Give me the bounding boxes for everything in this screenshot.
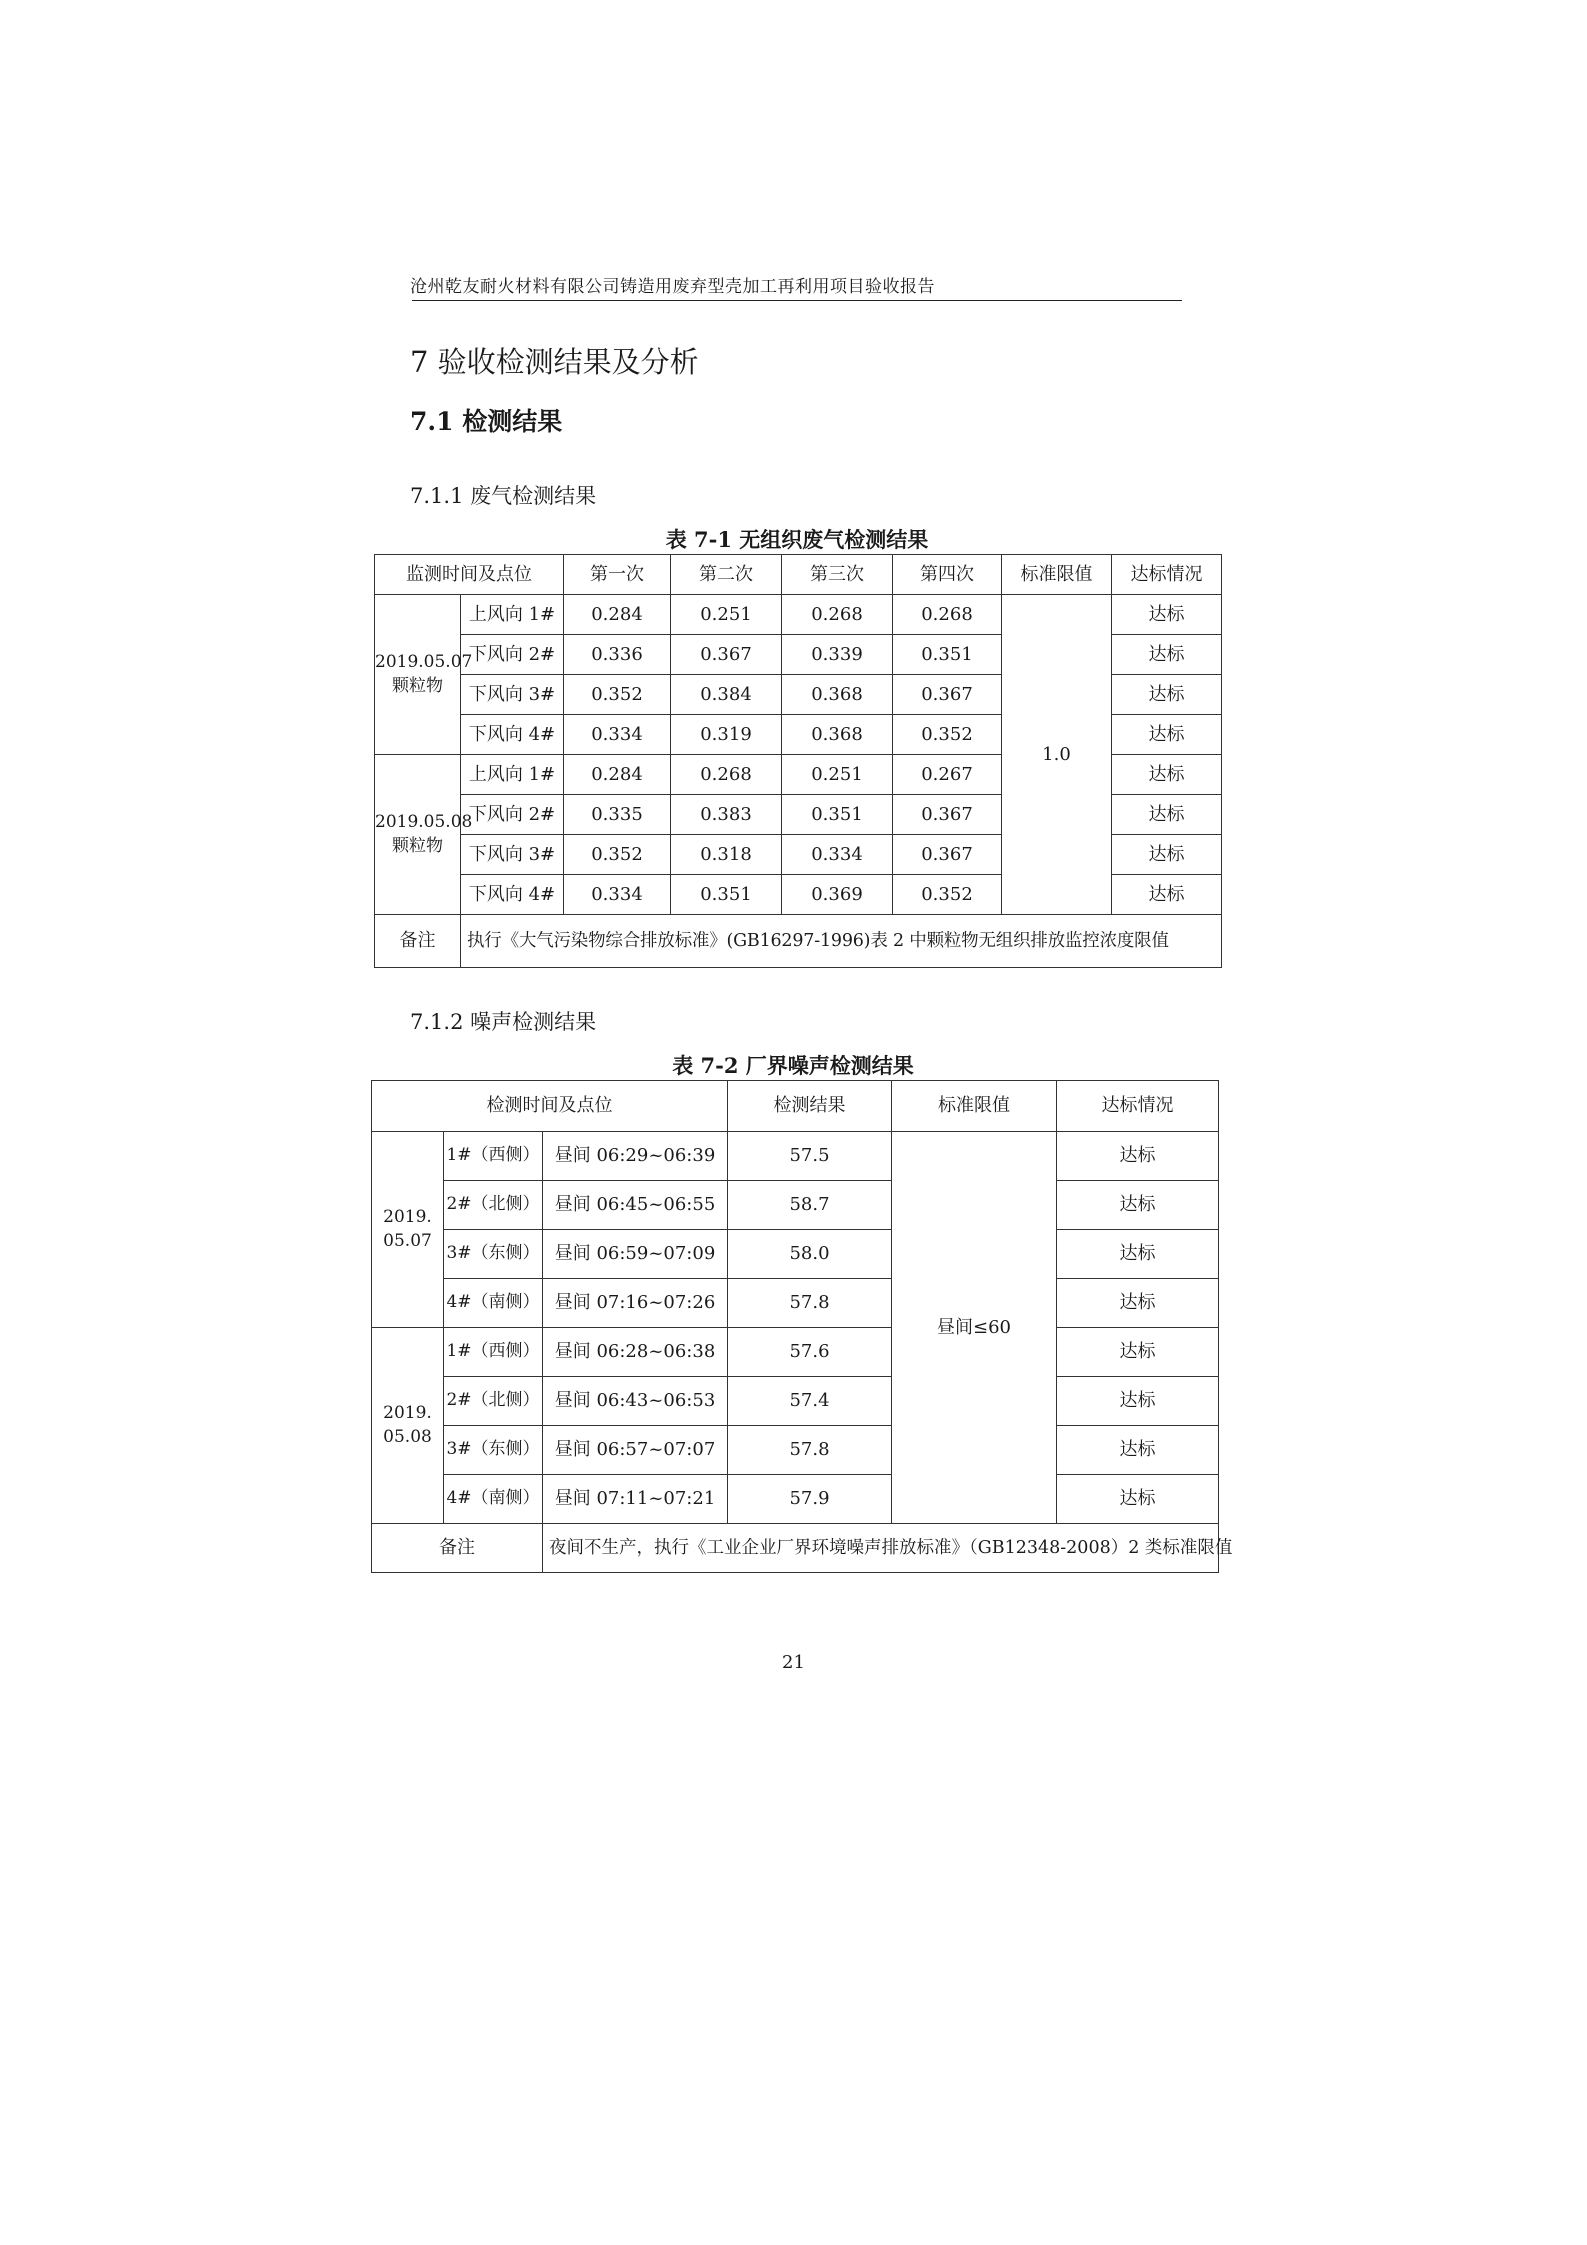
value-cell: 0.351 (893, 635, 1002, 675)
date-cell: 2019. 05.07 (372, 1132, 444, 1328)
result-cell: 57.8 (728, 1426, 892, 1475)
note-text: 夜间不生产，执行《工业企业厂界环境噪声排放标准》（GB12348-2008）2 类标准限值 (543, 1524, 1219, 1573)
point-cell: 下风向 2# (461, 795, 564, 835)
status-cell: 达标 (1057, 1377, 1219, 1426)
table-row (372, 1328, 1219, 1377)
column-header: 监测时间及点位 (375, 555, 564, 595)
value-cell: 0.336 (564, 635, 671, 675)
point-cell: 上风向 1# (461, 595, 564, 635)
value-cell: 0.339 (782, 635, 893, 675)
status-cell: 达标 (1057, 1181, 1219, 1230)
value-cell: 0.251 (782, 755, 893, 795)
value-cell: 0.368 (782, 715, 893, 755)
status-cell: 达标 (1057, 1230, 1219, 1279)
header-divider (412, 300, 1182, 301)
value-cell: 0.351 (671, 875, 782, 915)
point-cell: 2#（北侧） (444, 1377, 543, 1426)
time-cell: 昼间 06:43~06:53 (543, 1377, 728, 1426)
point-cell: 3#（东侧） (444, 1230, 543, 1279)
column-header: 第三次 (782, 555, 893, 595)
value-cell: 0.352 (893, 715, 1002, 755)
table-row (372, 1230, 1219, 1279)
point-cell: 4#（南侧） (444, 1279, 543, 1328)
status-cell: 达标 (1112, 755, 1222, 795)
table-row (372, 1132, 1219, 1181)
status-cell: 达标 (1057, 1279, 1219, 1328)
time-cell: 昼间 06:57~07:07 (543, 1426, 728, 1475)
value-cell: 0.367 (671, 635, 782, 675)
table-row (372, 1279, 1219, 1328)
value-cell: 0.352 (893, 875, 1002, 915)
date-pollutant-cell: 2019.05.07 颗粒物 (375, 595, 461, 755)
note-row (372, 1524, 1219, 1573)
value-cell: 0.367 (893, 675, 1002, 715)
result-cell: 57.5 (728, 1132, 892, 1181)
value-cell: 0.268 (893, 595, 1002, 635)
value-cell: 0.284 (564, 755, 671, 795)
noise-table (371, 1080, 1233, 1573)
note-text: 执行《大气污染物综合排放标准》(GB16297-1996)表 2 中颗粒物无组织排放监控浓度限值 (461, 915, 1222, 968)
note-label: 备注 (372, 1524, 543, 1573)
value-cell: 0.367 (893, 835, 1002, 875)
note-label: 备注 (375, 915, 461, 968)
table1-subsection-heading: 7.1.1 废气检测结果 (410, 484, 597, 508)
table-header-row (372, 1081, 1219, 1132)
value-cell: 0.318 (671, 835, 782, 875)
value-cell: 0.351 (782, 795, 893, 835)
value-cell: 0.384 (671, 675, 782, 715)
table2-caption: 表 7-2 厂界噪声检测结果 (672, 1053, 914, 1078)
status-cell: 达标 (1112, 875, 1222, 915)
result-cell: 57.6 (728, 1328, 892, 1377)
time-cell: 昼间 06:45~06:55 (543, 1181, 728, 1230)
status-cell: 达标 (1057, 1328, 1219, 1377)
point-cell: 1#（西侧） (444, 1132, 543, 1181)
result-cell: 57.9 (728, 1475, 892, 1524)
status-cell: 达标 (1112, 795, 1222, 835)
point-cell: 下风向 4# (461, 715, 564, 755)
result-cell: 58.7 (728, 1181, 892, 1230)
table-row (372, 1426, 1219, 1475)
point-cell: 下风向 4# (461, 875, 564, 915)
status-cell: 达标 (1112, 835, 1222, 875)
status-cell: 达标 (1112, 635, 1222, 675)
status-cell: 达标 (1112, 675, 1222, 715)
date-cell: 2019. 05.08 (372, 1328, 444, 1524)
table1-caption: 表 7-1 无组织废气检测结果 (665, 527, 929, 552)
result-cell: 57.8 (728, 1279, 892, 1328)
table2-subsection-heading: 7.1.2 噪声检测结果 (410, 1010, 597, 1034)
point-cell: 下风向 3# (461, 675, 564, 715)
report-header-title: 沧州乾友耐火材料有限公司铸造用废弃型壳加工再利用项目验收报告 (410, 277, 935, 297)
value-cell: 0.368 (782, 675, 893, 715)
page-number: 21 (782, 1652, 805, 1673)
column-header: 第四次 (893, 555, 1002, 595)
value-cell: 0.319 (671, 715, 782, 755)
subsection-heading: 7.1 检测结果 (410, 407, 563, 436)
value-cell: 0.284 (564, 595, 671, 635)
time-cell: 昼间 07:16~07:26 (543, 1279, 728, 1328)
status-cell: 达标 (1112, 595, 1222, 635)
value-cell: 0.268 (782, 595, 893, 635)
point-cell: 1#（西侧） (444, 1328, 543, 1377)
table-row (372, 1377, 1219, 1426)
value-cell: 0.335 (564, 795, 671, 835)
section-heading: 7 验收检测结果及分析 (410, 345, 699, 379)
column-header: 标准限值 (892, 1081, 1057, 1132)
column-header: 第一次 (564, 555, 671, 595)
point-cell: 2#（北侧） (444, 1181, 543, 1230)
column-header: 达标情况 (1057, 1081, 1219, 1132)
column-header: 第二次 (671, 555, 782, 595)
status-cell: 达标 (1057, 1426, 1219, 1475)
time-cell: 昼间 07:11~07:21 (543, 1475, 728, 1524)
result-cell: 57.4 (728, 1377, 892, 1426)
table-header-row (375, 555, 1222, 595)
point-cell: 下风向 2# (461, 635, 564, 675)
table-row (372, 1181, 1219, 1230)
value-cell: 0.367 (893, 795, 1002, 835)
standard-limit-cell: 昼间≤60 (892, 1132, 1057, 1524)
emission-table (374, 554, 1222, 968)
value-cell: 0.251 (671, 595, 782, 635)
value-cell: 0.334 (782, 835, 893, 875)
time-cell: 昼间 06:59~07:09 (543, 1230, 728, 1279)
point-cell: 3#（东侧） (444, 1426, 543, 1475)
value-cell: 0.334 (564, 715, 671, 755)
column-header: 检测时间及点位 (372, 1081, 728, 1132)
table-row (372, 1475, 1219, 1524)
note-row (375, 915, 1222, 968)
time-cell: 昼间 06:28~06:38 (543, 1328, 728, 1377)
value-cell: 0.267 (893, 755, 1002, 795)
table-row (375, 595, 1222, 635)
status-cell: 达标 (1057, 1475, 1219, 1524)
value-cell: 0.352 (564, 675, 671, 715)
status-cell: 达标 (1112, 715, 1222, 755)
point-cell: 4#（南侧） (444, 1475, 543, 1524)
column-header: 标准限值 (1002, 555, 1112, 595)
value-cell: 0.369 (782, 875, 893, 915)
value-cell: 0.334 (564, 875, 671, 915)
column-header: 达标情况 (1112, 555, 1222, 595)
time-cell: 昼间 06:29~06:39 (543, 1132, 728, 1181)
result-cell: 58.0 (728, 1230, 892, 1279)
column-header: 检测结果 (728, 1081, 892, 1132)
value-cell: 0.268 (671, 755, 782, 795)
value-cell: 0.383 (671, 795, 782, 835)
status-cell: 达标 (1057, 1132, 1219, 1181)
point-cell: 上风向 1# (461, 755, 564, 795)
point-cell: 下风向 3# (461, 835, 564, 875)
value-cell: 0.352 (564, 835, 671, 875)
date-pollutant-cell: 2019.05.08 颗粒物 (375, 755, 461, 915)
standard-limit-cell: 1.0 (1002, 595, 1112, 915)
